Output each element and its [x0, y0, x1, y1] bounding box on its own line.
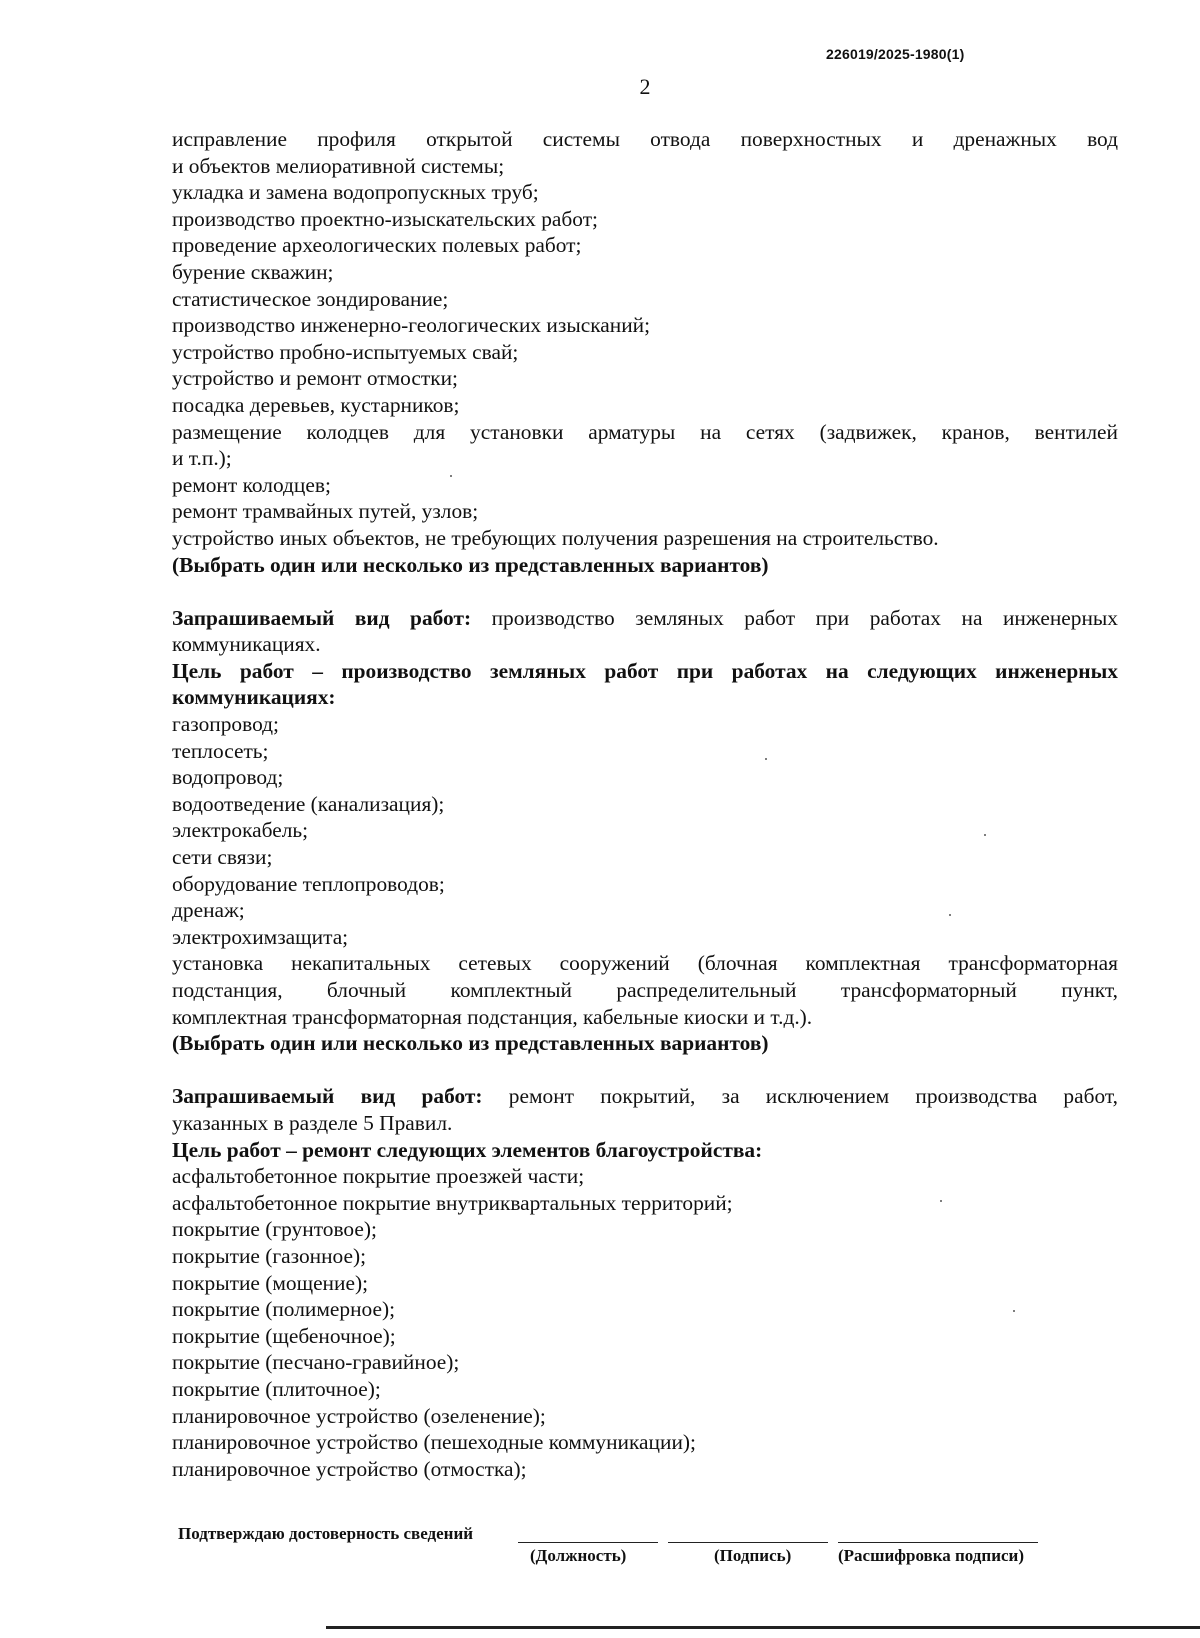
request-label: Запрашиваемый вид работ:: [172, 605, 472, 630]
goal-line: Цель работ – производство земляных работ при работах на следующих инженерных: [172, 658, 1118, 683]
section-work-types: [172, 126, 1118, 578]
list-item: планировочное устройство (отмостка);: [172, 1456, 527, 1481]
list-item: водоотведение (канализация);: [172, 791, 445, 816]
list-item: покрытие (мощение);: [172, 1270, 369, 1295]
scan-speck: [984, 834, 986, 836]
page-number: 2: [639, 74, 651, 99]
list-item: планировочное устройство (озеленение);: [172, 1403, 546, 1428]
list-item: теплосеть;: [172, 738, 269, 763]
list-item: проведение археологических полевых работ;: [172, 233, 582, 258]
list-item: планировочное устройство (пешеходные коммуникации);: [172, 1430, 696, 1455]
list-item: ремонт трамвайных путей, узлов;: [172, 499, 479, 524]
list-item: асфальтобетонное покрытие проезжей части;: [172, 1164, 585, 1189]
list-item: покрытие (щебеночное);: [172, 1323, 396, 1348]
text-line: исправление профиля открытой системы отвода поверхностных и дренажных вод: [172, 127, 1118, 151]
section-surface-repair: [172, 1083, 1118, 1482]
decoding-caption: (Расшифровка подписи): [838, 1546, 1024, 1565]
text-line: установка некапитальных сетевых сооружений (блочная комплектная трансформаторная: [172, 951, 1118, 976]
goal-line: коммуникациях:: [172, 685, 336, 710]
request-text: ремонт покрытий, за исключением производства работ,: [482, 1084, 1118, 1109]
list-item: оборудование теплопроводов;: [172, 871, 445, 896]
list-item: посадка деревьев, кустарников;: [172, 392, 460, 417]
list-item: устройство иных объектов, не требующих получения разрешения на строительство.: [172, 525, 939, 550]
signature-caption: (Подпись): [714, 1546, 792, 1565]
list-item: водопровод;: [172, 765, 284, 790]
scan-speck: [949, 914, 951, 916]
list-item: устройство и ремонт отмостки;: [172, 366, 458, 391]
bottom-rule: [326, 1626, 1200, 1629]
document-body: [172, 126, 1118, 1482]
list-item: электрокабель;: [172, 818, 309, 843]
text-line: комплектная трансформаторная подстанция, кабельные киоски и т.д.).: [172, 1004, 813, 1029]
list-item: покрытие (газонное);: [172, 1243, 367, 1268]
list-item: устройство пробно-испытуемых свай;: [172, 339, 519, 364]
list-item: покрытие (полимерное);: [172, 1297, 396, 1322]
request-line: [172, 1083, 1118, 1110]
signature-line: [668, 1542, 828, 1543]
request-text: производство земляных работ при работах на инженерных: [471, 605, 1118, 630]
list-item: и т.п.);: [172, 446, 232, 471]
text-line: подстанция, блочный комплектный распределительный трансформаторный пункт,: [172, 978, 1118, 1002]
choose-note: (Выбрать один или несколько из представленных вариантов): [172, 1031, 769, 1056]
text-line: размещение колодцев для установки арматуры на сетях (задвижек, кранов, вентилей: [172, 419, 1118, 444]
position-caption: (Должность): [530, 1546, 627, 1565]
scan-speck: [765, 758, 767, 760]
list-item: асфальтобетонное покрытие внутриквартальных территорий;: [172, 1190, 733, 1215]
request-line: [172, 605, 1118, 632]
list-item: укладка и замена водопропускных труб;: [172, 180, 539, 205]
list-item: дренаж;: [172, 898, 245, 923]
text-line: указанных в разделе 5 Правил.: [172, 1110, 453, 1135]
section-earthworks: [172, 605, 1118, 1057]
list-item: газопровод;: [172, 712, 279, 737]
list-item: и объектов мелиоративной системы;: [172, 153, 505, 178]
scan-speck: [1013, 1310, 1015, 1312]
text-line: коммуникациях.: [172, 632, 321, 657]
list-item: покрытие (плиточное);: [172, 1376, 381, 1401]
list-item: производство проектно-изыскательских работ;: [172, 206, 599, 231]
decoding-line: [838, 1542, 1038, 1543]
list-item: ремонт колодцев;: [172, 472, 331, 497]
scan-speck: [940, 1200, 942, 1202]
list-item: статистическое зондирование;: [172, 286, 449, 311]
confirm-label: Подтверждаю достоверность сведений: [178, 1524, 474, 1543]
list-item: покрытие (песчано-гравийное);: [172, 1350, 460, 1375]
scan-speck: [450, 475, 452, 477]
position-line: [518, 1542, 658, 1543]
choose-note: (Выбрать один или несколько из представленных вариантов): [172, 552, 769, 577]
list-item: сети связи;: [172, 845, 273, 870]
goal-line: Цель работ – ремонт следующих элементов благоустройства:: [172, 1137, 763, 1162]
request-label: Запрашиваемый вид работ:: [172, 1084, 483, 1109]
document-id: 226019/2025-1980(1): [826, 46, 965, 62]
list-item: бурение скважин;: [172, 259, 334, 284]
list-item: производство инженерно-геологических изысканий;: [172, 313, 651, 338]
list-item: электрохимзащита;: [172, 924, 349, 949]
signature-block: [178, 1524, 1058, 1564]
list-item: покрытие (грунтовое);: [172, 1217, 377, 1242]
